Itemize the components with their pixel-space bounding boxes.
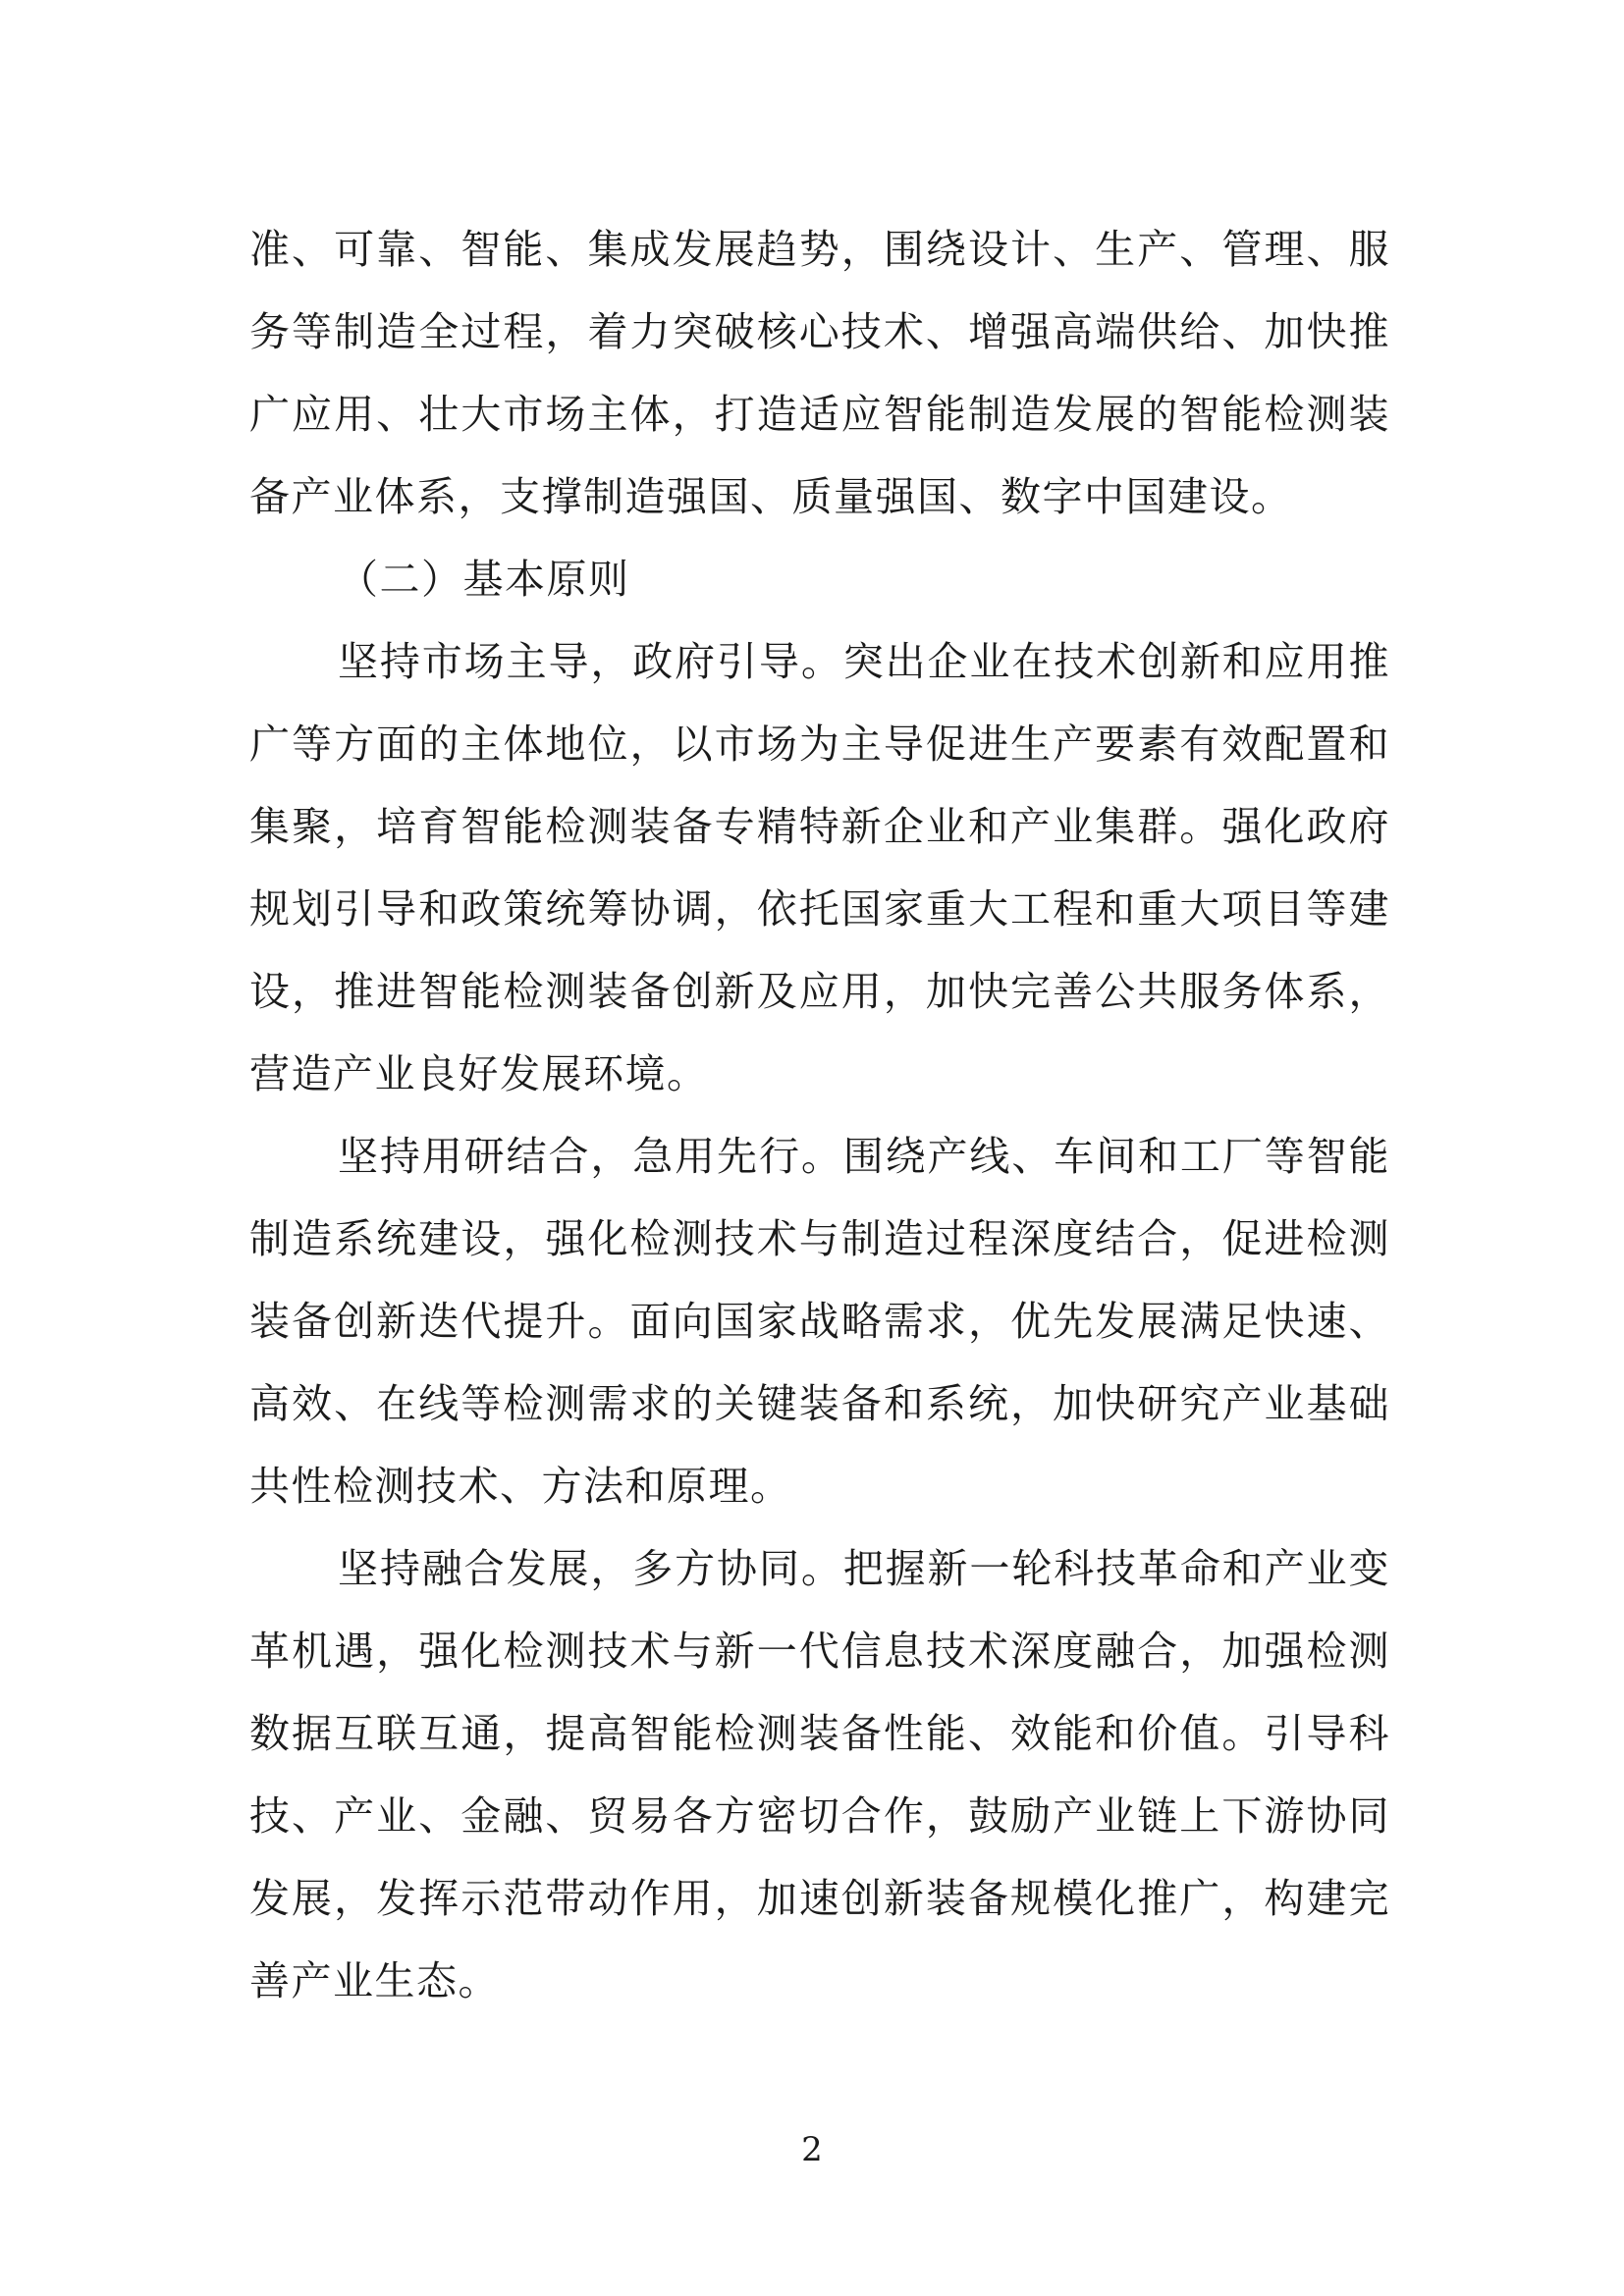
page-body xyxy=(249,208,1390,2022)
section-heading-basic-principles: （二）基本原则 xyxy=(338,556,630,603)
page-number: 2 xyxy=(801,2130,823,2169)
paragraph-principle-market-led: 坚持市场主导，政府引导。突出企业在技术创新和应用推广等方面的主体地位，以市场为主导促进生产要素有效配置和集聚，培育智能检测装备专精特新企业和产业集群。强化政府规划引导和政策统筹协调，依托国家重大工程和重大项目等建设，推进智能检测装备创新及应用，加快完善公共服务体系，营造产业良好发展环境。 xyxy=(249,638,1390,1097)
paragraph-principle-research-application: 坚持用研结合，急用先行。围绕产线、车间和工厂等智能制造系统建设，强化检测技术与制造过程深度结合，促进检测装备创新迭代提升。面向国家战略需求，优先发展满足快速、高效、在线等检测需求的关键装备和系统，加快研究产业基础共性检测技术、方法和原理。 xyxy=(249,1133,1390,1510)
paragraph-principle-integrated-development: 坚持融合发展，多方协同。把握新一轮科技革命和产业变革机遇，强化检测技术与新一代信息技术深度融合，加强检测数据互联互通，提高智能检测装备性能、效能和价值。引导科技、产业、金融、贸易各方密切合作，鼓励产业链上下游协同发展，发挥示范带动作用，加速创新装备规模化推广，构建完善产业生态。 xyxy=(249,1545,1390,2004)
paragraph-intro-continuation: 准、可靠、智能、集成发展趋势，围绕设计、生产、管理、服务等制造全过程，着力突破核心技术、增强高端供给、加快推广应用、壮大市场主体，打造适应智能制造发展的智能检测装备产业体系，支撑制造强国、质量强国、数字中国建设。 xyxy=(249,226,1390,520)
